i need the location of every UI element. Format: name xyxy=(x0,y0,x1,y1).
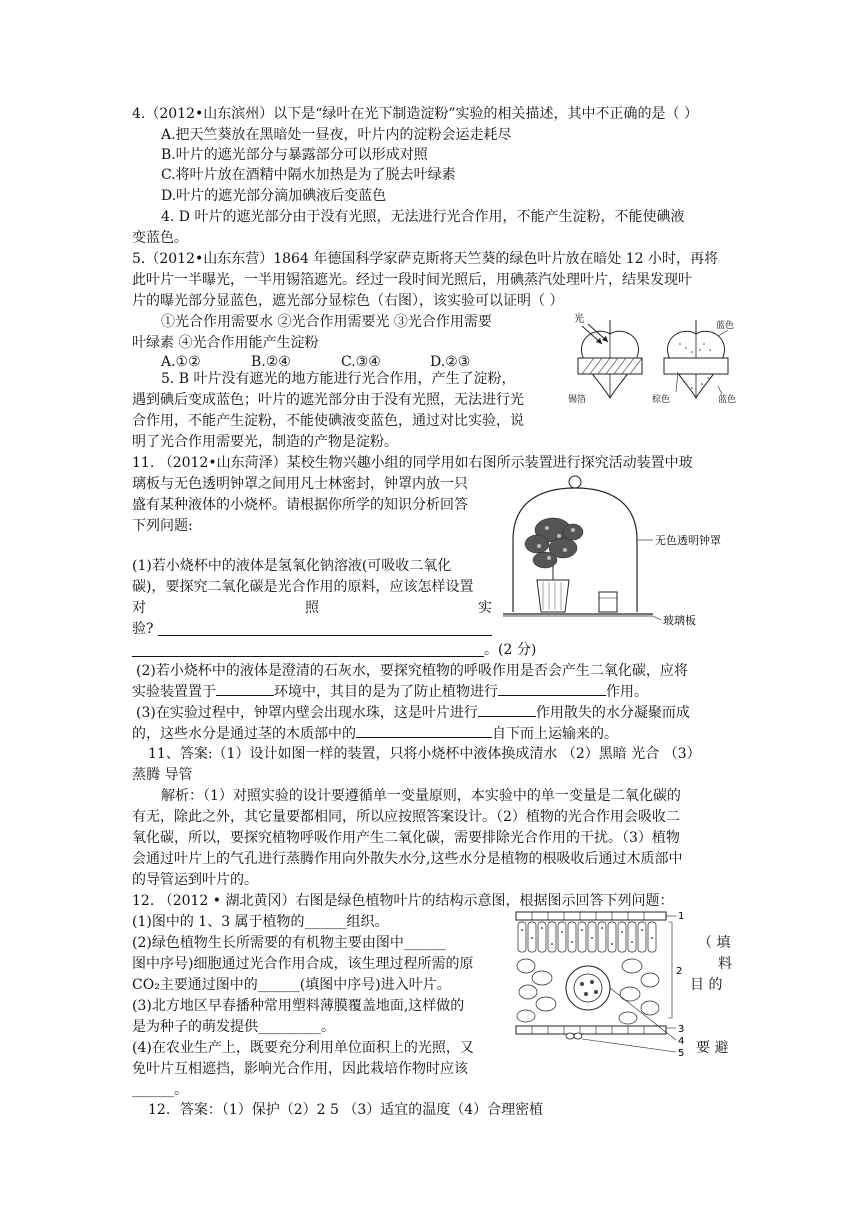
answer-blank[interactable] xyxy=(356,737,492,738)
q5-answer-line3: 合作用，不能产生淀粉，不能使碘液变蓝色，通过对比实验，说 xyxy=(132,413,524,429)
blue-label-top: 蓝色 xyxy=(716,321,735,331)
q5-option-a: A.①② xyxy=(161,354,201,370)
q11-sub1-char1: 对 xyxy=(132,600,146,616)
q12-sub2-line2: 图中序号)细胞通过光合作用合成，该生理过程所需的原 xyxy=(132,956,474,972)
q12-sub2-line3: CO₂主要通过图中的______(填图中序号)进入叶片。 xyxy=(132,977,451,993)
label-2: 2 xyxy=(676,966,683,977)
q11-sub3-line2 xyxy=(132,724,618,744)
q11-sub1-line3 xyxy=(132,598,492,618)
answer-blank[interactable] xyxy=(158,635,492,636)
q12-sub4-line2: 免叶片互相遮挡，影响光合作用，因此栽培作物时应该 xyxy=(132,1061,468,1077)
q11-sub2-line2 xyxy=(132,682,648,702)
answer-blank[interactable] xyxy=(216,695,274,696)
label-5: 5 xyxy=(678,1048,685,1058)
q4-option-c: C.将叶片放在酒精中隔水加热是为了脱去叶绿素 xyxy=(161,167,456,183)
q11-sub1-line4: 验? xyxy=(132,621,154,637)
q12-sub3-line1: (3)北方地区早春播种常用塑料薄膜覆盖地面,这样做的 xyxy=(132,998,465,1014)
foil-label: 锡箔 xyxy=(568,395,587,405)
label-1: 1 xyxy=(678,911,685,922)
q12-right-text4: 要 避 xyxy=(696,1040,729,1056)
q12-answer: 12．答案：（1）保护（2）2 5 （3）适宜的温度（4）合理密植 xyxy=(148,1102,544,1118)
q5-stem-line1: 5.（2012•山东东营）1864 年德国科学家萨克斯将天竺葵的绿色叶片放在暗处 12 小时，再将 xyxy=(132,251,719,267)
q11-sub2-text1: 实验装置置于 xyxy=(132,684,216,700)
q12-sub4-line1: (4)在农业生产上，既要充分利用单位面积上的光照，又 xyxy=(132,1040,474,1056)
q4-option-a: A.把天竺葵放在黑暗处一昼夜，叶片内的淀粉会运走耗尽 xyxy=(161,127,512,143)
q5-option-d: D.②③ xyxy=(430,354,471,370)
answer-blank[interactable] xyxy=(478,716,536,717)
q11-stem-line4: 下列问题: xyxy=(132,518,193,534)
q11-sub2-line1: (2)若小烧杯中的液体是澄清的石灰水，要探究植物的呼吸作用是否会产生二氧化碳，应将 xyxy=(136,663,688,679)
q11-sub3-line1 xyxy=(136,703,690,723)
q12-sub1: (1)图中的 1、3 属于植物的______组织。 xyxy=(132,914,389,930)
q5-answer-line4: 明了光合作用需要光，制造的产物是淀粉。 xyxy=(132,434,398,450)
q5-stem-line2: 此叶片一半曝光，一半用锡箔遮光。经过一段时间光照后，用碘蒸汽处理叶片，结果发现叶 xyxy=(132,272,692,288)
q12-right-text3: 目 的 xyxy=(690,977,723,993)
label-3: 3 xyxy=(678,1024,685,1035)
leaf-cross-section-figure xyxy=(512,908,688,1058)
q5-answer-line1: 5. B 叶片没有遮光的地方能进行光合作用，产生了淀粉， xyxy=(161,371,516,387)
q11-stem-line2: 璃板与无色透明钟罩之间用凡士林密封，钟罩内放一只 xyxy=(132,476,468,492)
q11-answer-line2: 蒸腾 导管 xyxy=(132,767,193,783)
q5-option-c: C.③④ xyxy=(341,354,381,370)
q11-sub1-line1: (1)若小烧杯中的液体是氢氧化钠溶液(可吸收二氧化 xyxy=(132,558,452,574)
answer-blank[interactable] xyxy=(132,656,484,657)
brown-label: 棕色 xyxy=(652,395,671,405)
q11-sub3-text2: 作用散失的水分凝聚而成 xyxy=(535,705,690,721)
q11-sub1-char2: 照 xyxy=(305,600,319,616)
q11-sub1-line2: 碳)，要探究二氧化碳是光合作用的原料，应该怎样设置 xyxy=(132,579,474,595)
label-4: 4 xyxy=(678,1036,685,1047)
q12-sub2-line1: (2)绿色植物生长所需要的有机物主要由图中______ xyxy=(132,935,446,951)
bell-jar-label: 无色透明钟罩 xyxy=(655,534,721,547)
q11-stem-line1: 11. （2012•山东菏泽）某校生物兴趣小组的同学用如右图所示装置进行探究活动装置中玻 xyxy=(132,455,693,471)
q11-analysis-line3: 氧化碳，所以，要探究植物呼吸作用产生二氧化碳，需要排除光合作用的干扰。（3）植物 xyxy=(132,830,680,846)
q4-answer-cont: 变蓝色。 xyxy=(132,230,188,246)
q11-stem-line3: 盛有某种液体的小烧杯。请根据你所学的知识分析回答 xyxy=(132,497,468,513)
q11-sub3-text3: 的，这些水分是通过茎的木质部中的 xyxy=(132,726,356,742)
q11-analysis-line4: 会通过叶片上的气孔进行蒸腾作用向外散失水分,这些水分是植物的根吸收后通过木质部中 xyxy=(132,851,683,867)
q12-stem: 12. （2012 • 湖北黄冈）右图是绿色植物叶片的结构示意图，根据图示回答下列问题： xyxy=(132,893,674,909)
q12-sub4-line3: ______。 xyxy=(132,1082,188,1098)
glass-plate-label: 玻璃板 xyxy=(663,614,696,627)
q4-stem: 4.（2012•山东滨州）以下是“绿叶在光下制造淀粉”实验的相关描述，其中不正确的是（ ） xyxy=(132,106,699,122)
q11-sub3-text4: 自下而上运输来的。 xyxy=(492,726,618,742)
leaf-starch-figure xyxy=(568,306,748,410)
q5-stem-line3: 片的曝光部分显蓝色，遮光部分显棕色（右图），该实验可以证明（ ） xyxy=(132,293,564,309)
q12-right-text1: （ 填 xyxy=(698,935,731,951)
q11-analysis-line1: 解析：（1）对照实验的设计要遵循单一变量原则，本实验中的单一变量是二氧化碳的 xyxy=(161,788,681,804)
q5-choices-line2: 叶绿素 ④光合作用能产生淀粉 xyxy=(132,335,319,351)
q11-answer-line1: 11、答案:（1）设计如图一样的装置，只将小烧杯中液体换成清水 （2）黑暗 光合 （3） xyxy=(148,746,701,762)
q11-sub2-text2: 环境中，其目的是为了防止植物进行 xyxy=(274,684,498,700)
q5-choices-line1: ①光合作用需要水 ②光合作用需要光 ③光合作用需要 xyxy=(161,314,492,330)
q11-analysis-line5: 的导管运到叶片的。 xyxy=(132,872,258,888)
light-label: 光 xyxy=(574,314,584,325)
q5-answer-line2: 遇到碘后变成蓝色；叶片的遮光部分由于没有光照，无法进行光 xyxy=(132,392,524,408)
q5-option-b: B.②④ xyxy=(251,354,291,370)
answer-blank[interactable] xyxy=(498,695,606,696)
q11-sub3-text1: (3)在实验过程中，钟罩内壁会出现水珠，这是叶片进行 xyxy=(136,705,478,721)
q11-sub1-char3: 实 xyxy=(478,600,492,616)
q4-option-d: D.叶片的遮光部分滴加碘液后变蓝色 xyxy=(161,188,387,204)
q11-analysis-line2: 有无，除此之外，其它量要都相同，所以应按照答案设计。（2）植物的光合作用会吸收二 xyxy=(132,809,680,825)
q4-option-b: B.叶片的遮光部分与暴露部分可以形成对照 xyxy=(161,147,428,163)
q11-sub1-points: 。(2 分) xyxy=(484,642,537,658)
blue-label-bottom: 蓝色 xyxy=(718,395,737,405)
bell-jar-figure xyxy=(503,470,743,630)
q4-answer: 4. D 叶片的遮光部分由于没有光照，无法进行光合作用，不能产生淀粉，不能使碘液 xyxy=(161,209,685,225)
q11-sub2-text3: 作用。 xyxy=(606,684,648,700)
q12-right-text2: 料 xyxy=(718,956,732,972)
q12-sub3-line2: 是为种子的萌发提供_________。 xyxy=(132,1019,335,1035)
